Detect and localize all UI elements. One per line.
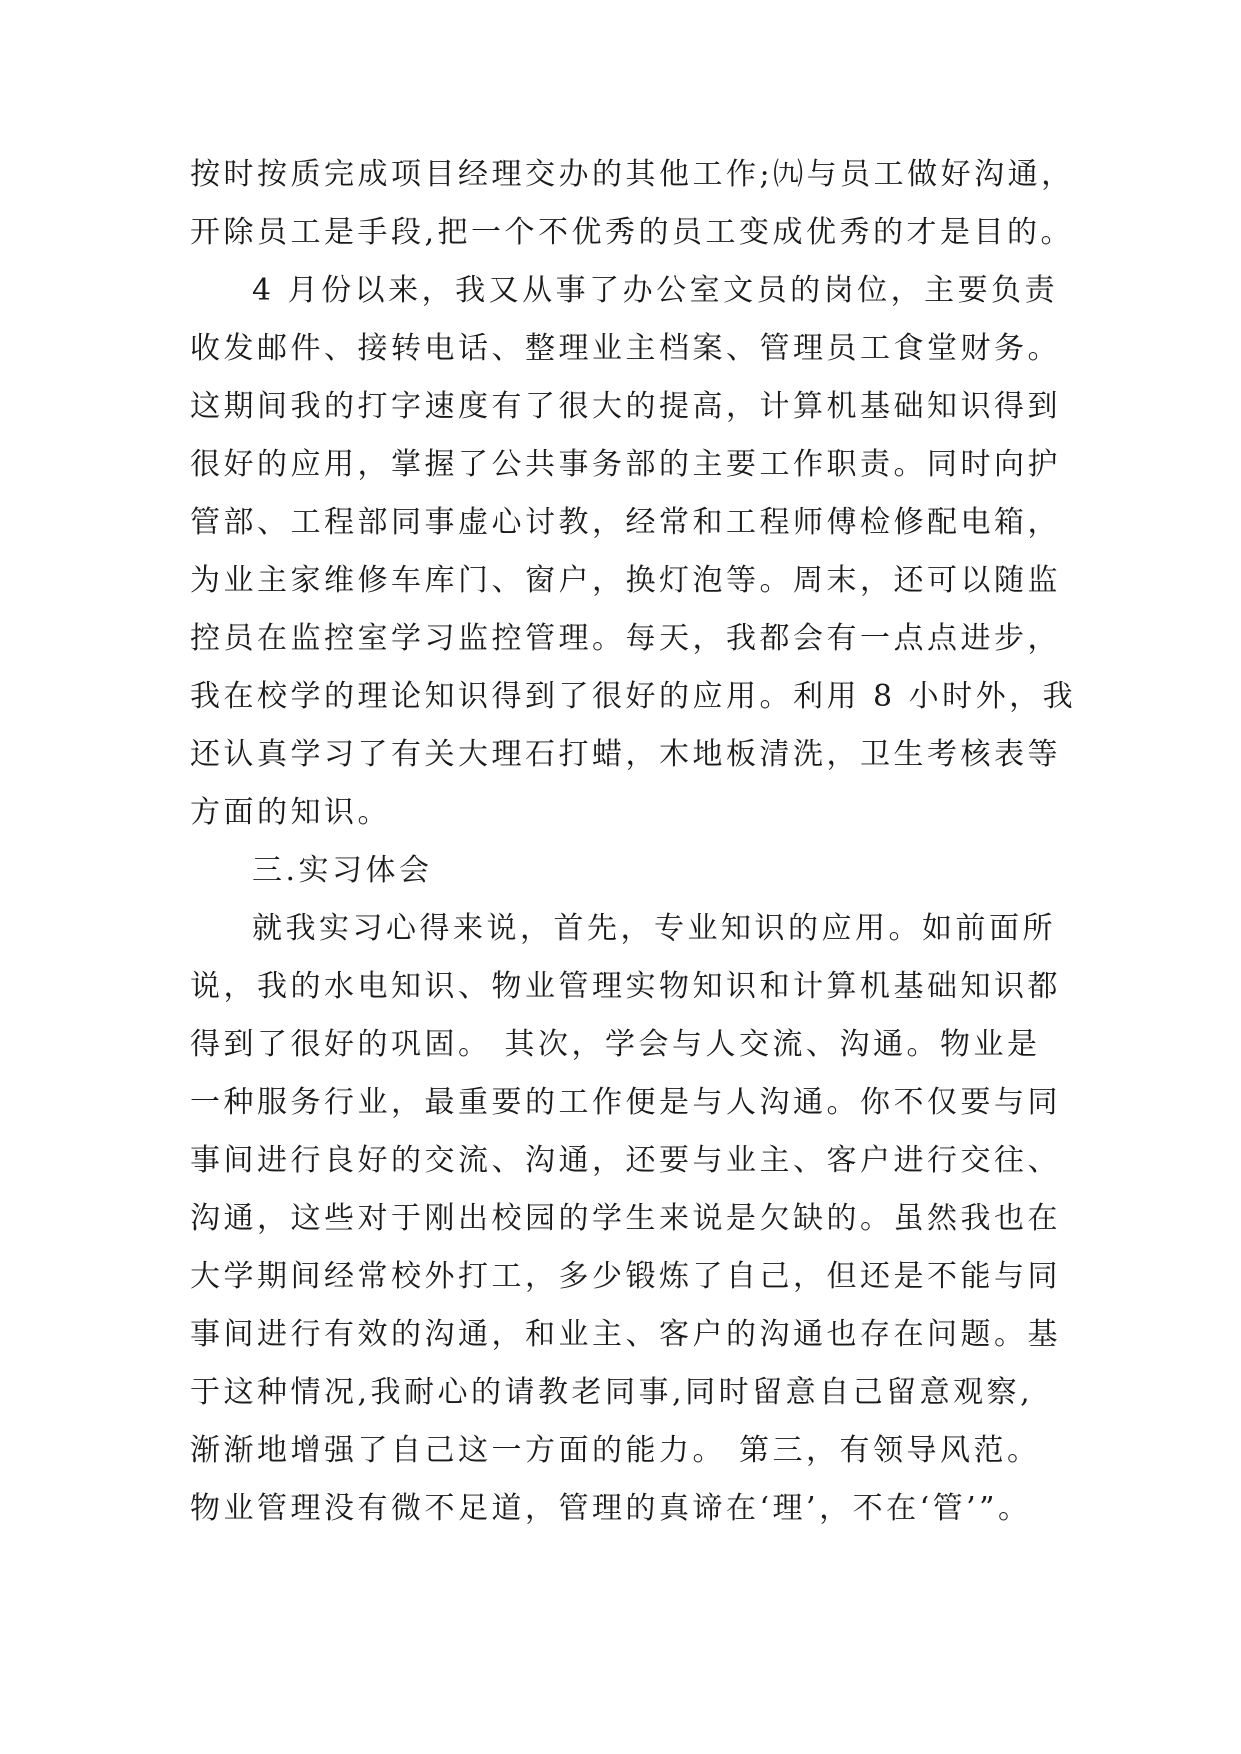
text-line: 这期间我的打字速度有了很大的提高，计算机基础知识得到 <box>190 389 1061 424</box>
text-line: 物业管理没有微不足道，管理的真谛在‘理’，不在‘管’”。 <box>190 1491 1032 1526</box>
section-heading: 三.实习体会 <box>252 853 433 888</box>
text-line: 得到了很好的巩固。 其次，学会与人交流、沟通。物业是 <box>190 1027 1041 1062</box>
text-line: 事间进行有效的沟通，和业主、客户的沟通也存在问题。基 <box>190 1317 1061 1352</box>
text-line: 大学期间经常校外打工，多少锻炼了自己，但还是不能与同 <box>190 1259 1061 1294</box>
text-line: 一种服务行业，最重要的工作便是与人沟通。你不仅要与同 <box>190 1085 1061 1120</box>
text-line: 还认真学习了有关大理石打蜡，木地板清洗，卫生考核表等 <box>190 737 1061 772</box>
text-line: 沟通，这些对于刚出校园的学生来说是欠缺的。虽然我也在 <box>190 1201 1061 1236</box>
text-line: 事间进行良好的交流、沟通，还要与业主、客户进行交往、 <box>190 1143 1061 1178</box>
text-line: 按时按质完成项目经理交办的其他工作;㈨与员工做好沟通， <box>190 157 1075 192</box>
text-line: 渐渐地增强了自己这一方面的能力。 第三，有领导风范。 <box>190 1433 1041 1468</box>
text-line: 开除员工是手段,把一个不优秀的员工变成优秀的才是目的。 <box>190 215 1075 250</box>
text-line: 于这种情况,我耐心的请教老同事,同时留意自己留意观察, <box>190 1375 1034 1410</box>
text-line: 我在校学的理论知识得到了很好的应用。利用 8 小时外，我 <box>190 679 1077 714</box>
paragraph-first-line: 就我实习心得来说，首先，专业知识的应用。如前面所 <box>252 911 1056 946</box>
text-line: 很好的应用，掌握了公共事务部的主要工作职责。同时向护 <box>190 447 1061 482</box>
text-line: 控员在监控室学习监控管理。每天，我都会有一点点进步， <box>190 621 1061 656</box>
paragraph-first-line: 4 月份以来，我又从事了办公室文员的岗位，主要负责 <box>252 273 1059 308</box>
text-line: 收发邮件、接转电话、整理业主档案、管理员工食堂财务。 <box>190 331 1061 366</box>
text-line: 方面的知识。 <box>190 795 391 830</box>
text-line: 管部、工程部同事虚心讨教，经常和工程师傅检修配电箱， <box>190 505 1061 540</box>
text-line: 为业主家维修车库门、窗户，换灯泡等。周末，还可以随监 <box>190 563 1061 598</box>
text-line: 说，我的水电知识、物业管理实物知识和计算机基础知识都 <box>190 969 1061 1004</box>
